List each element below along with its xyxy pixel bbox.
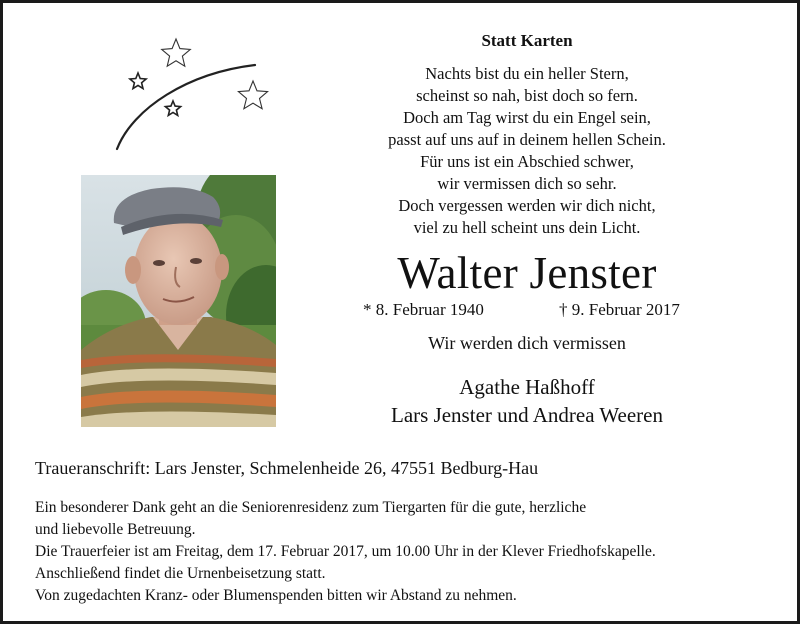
deceased-name: Walter Jenster [397, 248, 657, 298]
heading: Statt Karten [481, 31, 573, 50]
poem-line: Doch vergessen werden wir dich nicht, [398, 196, 656, 215]
mourner-name: Lars Jenster und Andrea Weeren [391, 403, 663, 427]
death-date: † 9. Februar 2017 [559, 300, 680, 319]
shooting-stars-icon [103, 33, 283, 158]
service-line: Anschließend findet die Urnenbeisetzung statt. [35, 565, 326, 582]
mourning-address: Traueranschrift: Lars Jenster, Schmelenheide 26, 47551 Bedburg-Hau [35, 458, 539, 478]
poem-line: Nachts bist du ein heller Stern, [425, 64, 629, 83]
poem-line: wir vermissen dich so sehr. [437, 174, 617, 193]
poem [363, 63, 691, 239]
poem-line: passt auf uns auf in deinem hellen Schein. [388, 130, 666, 149]
flowers-note: Von zugedachten Kranz- oder Blumenspenden bitten wir Abstand zu nehmen. [35, 587, 517, 604]
poem-line: Für uns ist ein Abschied schwer, [420, 152, 634, 171]
notes [35, 497, 775, 607]
poem-line: scheinst so nah, bist doch so fern. [416, 86, 638, 105]
thanks-line: Ein besonderer Dank geht an die Seniorenresidenz zum Tiergarten für die gute, herzliche [35, 499, 587, 516]
service-line: Die Trauerfeier ist am Freitag, dem 17. Februar 2017, um 10.00 Uhr in der Klever Friedhofskapelle. [35, 543, 656, 560]
mourner-name: Agathe Haßhoff [459, 375, 595, 399]
poem-line: Doch am Tag wirst du ein Engel sein, [403, 108, 651, 127]
poem-line: viel zu hell scheint uns dein Licht. [413, 218, 641, 237]
birth-date: * 8. Februar 1940 [363, 300, 484, 319]
thanks-line: und liebevolle Betreuung. [35, 521, 196, 538]
mourners [343, 373, 711, 429]
portrait-photo [81, 175, 276, 427]
farewell-text: Wir werden dich vermissen [428, 333, 626, 353]
